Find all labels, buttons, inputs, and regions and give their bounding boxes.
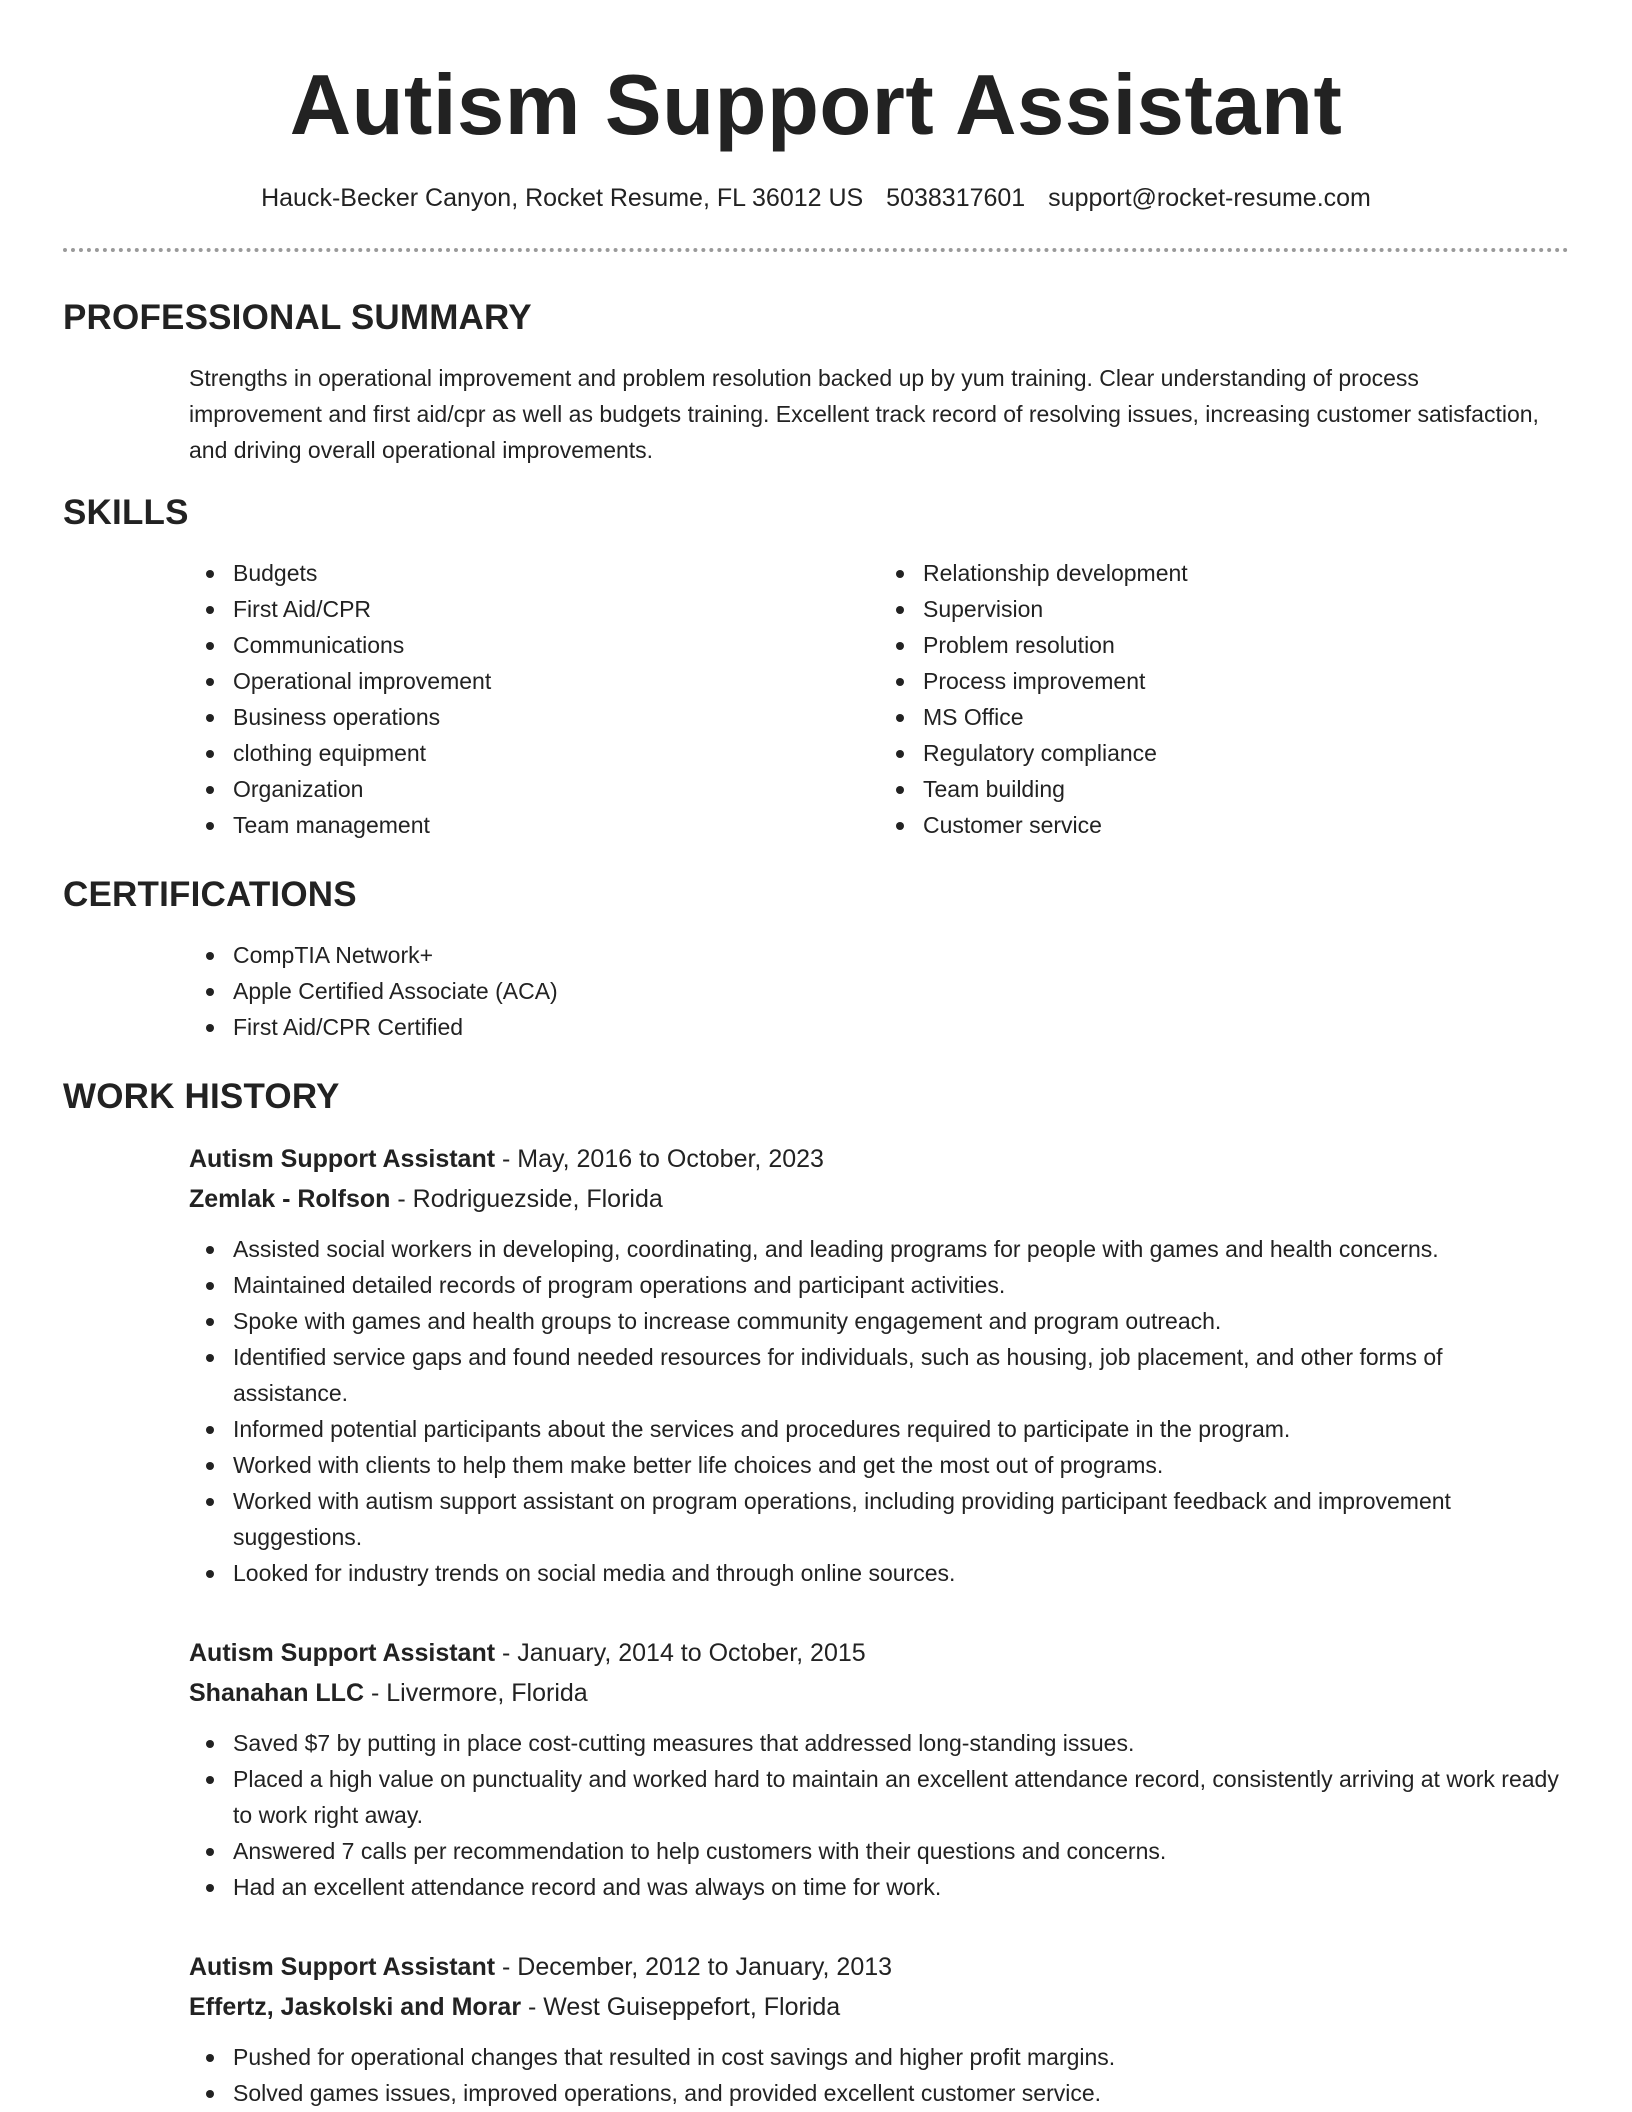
job-duty: Worked with clients to help them make better life choices and get the most out of programs. (233, 1447, 1569, 1483)
header-divider (63, 248, 1569, 252)
skill-item: Supervision (923, 591, 1569, 627)
skill-item: Business operations (233, 699, 879, 735)
skills-left-list (189, 555, 879, 843)
skills-right-list (879, 555, 1569, 843)
job-company: Effertz, Jaskolski and Morar (189, 1993, 522, 2021)
job-duty: Saved $7 by putting in place cost-cutting measures that addressed long-standing issues. (233, 1725, 1569, 1761)
certifications-list (189, 937, 1569, 1045)
job-company-line (189, 1673, 1569, 1713)
contact-email: support@rocket-resume.com (1048, 184, 1371, 212)
job-title-line (189, 1947, 1569, 1987)
skill-item: Process improvement (923, 663, 1569, 699)
skill-item: Team building (923, 771, 1569, 807)
job-title-line (189, 1139, 1569, 1179)
skill-item: clothing equipment (233, 735, 879, 771)
skill-item: First Aid/CPR (233, 591, 879, 627)
job-location: - Livermore, Florida (364, 1679, 588, 1707)
job-dates: - January, 2014 to October, 2015 (495, 1639, 866, 1667)
contact-line (63, 182, 1569, 214)
job-company-line (189, 1987, 1569, 2027)
skill-item: Organization (233, 771, 879, 807)
skill-item: Regulatory compliance (923, 735, 1569, 771)
job-duty: Assisted social workers in developing, coordinating, and leading programs for people with games and health concerns. (233, 1231, 1569, 1267)
skill-item: Budgets (233, 555, 879, 591)
candidate-name: Autism Support Assistant (289, 58, 1343, 153)
job-duties-list (189, 2039, 1569, 2111)
summary-text: Strengths in operational improvement and problem resolution backed up by yum training. Clear understanding of process improvement and first aid/cpr as well as budgets training. Excellent track record of resolving issues, increasing customer satisfaction, and driving overall operational improvements. (189, 365, 1539, 463)
job-dates: - December, 2012 to January, 2013 (495, 1953, 893, 1981)
certification-item: Apple Certified Associate (ACA) (233, 973, 1569, 1009)
job-dates: - May, 2016 to October, 2023 (495, 1145, 824, 1173)
job-duty: Identified service gaps and found needed resources for individuals, such as housing, job placement, and other forms of assistance. (233, 1339, 1569, 1411)
certifications-heading: CERTIFICATIONS (63, 875, 357, 914)
job-duty: Answered 7 calls per recommendation to help customers with their questions and concerns. (233, 1833, 1569, 1869)
resume-header (63, 0, 1569, 252)
job-company-line (189, 1179, 1569, 1219)
job-title: Autism Support Assistant (189, 1145, 496, 1173)
job-duty: Maintained detailed records of program operations and participant activities. (233, 1267, 1569, 1303)
certifications-section (63, 873, 1569, 1045)
job-duty: Had an excellent attendance record and was always on time for work. (233, 1869, 1569, 1905)
job-duty: Solved games issues, improved operations, and provided excellent customer service. (233, 2075, 1569, 2111)
job-duty: Placed a high value on punctuality and worked hard to maintain an excellent attendance record, consistently arriving at work ready to work right away. (233, 1761, 1569, 1833)
skill-item: Customer service (923, 807, 1569, 843)
skill-item: Problem resolution (923, 627, 1569, 663)
skill-item: Operational improvement (233, 663, 879, 699)
job-title: Autism Support Assistant (189, 1639, 496, 1667)
skill-item: Team management (233, 807, 879, 843)
certifications-list-wrap (189, 937, 1569, 1045)
job-entry (189, 1947, 1569, 2111)
job-duties-list (189, 1231, 1569, 1591)
contact-phone: 5038317601 (886, 184, 1026, 212)
certification-item: CompTIA Network+ (233, 937, 1569, 973)
job-entry (189, 1139, 1569, 1591)
job-location: - Rodriguezside, Florida (390, 1185, 663, 1213)
job-duties-list (189, 1725, 1569, 1905)
skill-item: MS Office (923, 699, 1569, 735)
job-duty: Worked with autism support assistant on program operations, including providing participant feedback and improvement suggestions. (233, 1483, 1569, 1555)
work-history-section (63, 1075, 1569, 2111)
contact-address: Hauck-Becker Canyon, Rocket Resume, FL 36012 US (261, 184, 864, 212)
summary-heading: PROFESSIONAL SUMMARY (63, 298, 532, 337)
skills-heading: SKILLS (63, 493, 189, 532)
job-duty: Looked for industry trends on social media and through online sources. (233, 1555, 1569, 1591)
certification-item: First Aid/CPR Certified (233, 1009, 1569, 1045)
job-duty: Spoke with games and health groups to increase community engagement and program outreach. (233, 1303, 1569, 1339)
job-entry (189, 1633, 1569, 1905)
job-location: - West Guiseppefort, Florida (521, 1993, 841, 2021)
skills-section (63, 491, 1569, 843)
job-duty: Pushed for operational changes that resulted in cost savings and higher profit margins. (233, 2039, 1569, 2075)
job-title: Autism Support Assistant (189, 1953, 496, 1981)
skill-item: Relationship development (923, 555, 1569, 591)
job-company: Shanahan LLC (189, 1679, 365, 1707)
job-duty: Informed potential participants about the services and procedures required to participate in the program. (233, 1411, 1569, 1447)
job-company: Zemlak - Rolfson (189, 1185, 391, 1213)
job-title-line (189, 1633, 1569, 1673)
skill-item: Communications (233, 627, 879, 663)
work-history-heading: WORK HISTORY (63, 1077, 340, 1116)
summary-section (63, 296, 1569, 468)
skills-grid (189, 555, 1569, 843)
